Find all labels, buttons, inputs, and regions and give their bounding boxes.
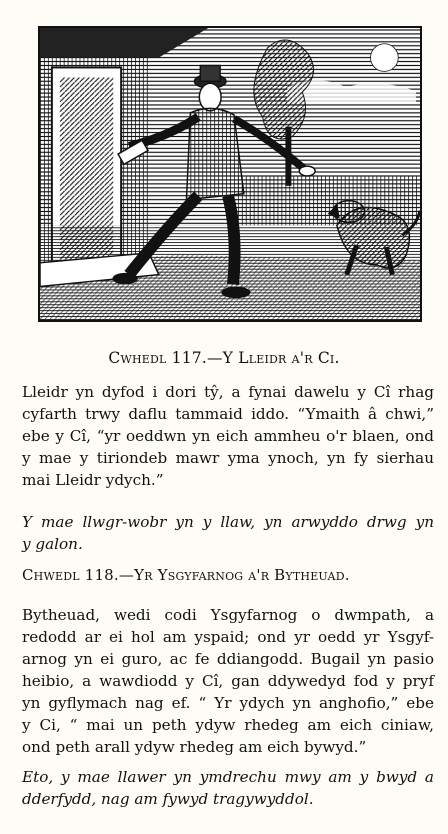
text-line: mai Lleidr ydych.” <box>22 471 164 489</box>
fable-118-heading <box>22 566 442 584</box>
fable-117-heading <box>0 349 448 367</box>
woodcut-thief-and-dog-icon <box>40 28 420 320</box>
text-line: ebe y Cî, “yr oeddwn yn eich ammheu o'r blaen, ond <box>22 427 434 445</box>
text-line: heibio, a wawdiodd y Cî, gan ddywedyd fod y pryf <box>22 672 434 690</box>
text-line: y mae y tiriondeb mawr yma ynoch, yn fy sierhau <box>22 449 434 467</box>
text-line: Lleidr yn dyfod i dori tŷ, a fynai dawelu y Cî rhag <box>22 383 434 401</box>
fable-118-heading-title: Yr Ysgyfarnog a'r Bytheuad. <box>134 566 350 584</box>
moral-line: dderfydd, nag am fywyd tragywyddol. <box>22 790 314 808</box>
woodcut-illustration <box>38 26 422 322</box>
text-line: arnog yn ei guro, ac fe ddiangodd. Bugail yn pasio <box>22 650 434 668</box>
text-line: cyfarth trwy daflu tammaid iddo. “Ymaith â chwi,” <box>22 405 434 423</box>
moral-line: Y mae llwgr-wobr yn y llaw, yn arwyddo drwg yn <box>22 513 434 531</box>
text-line: ond peth arall ydyw rhedeg am eich bywyd.” <box>22 738 367 756</box>
text-line: Bytheuad, wedi codi Ysgyfarnog o dwmpath, a <box>22 606 434 624</box>
fable-118-heading-prefix: Chwedl 118.— <box>22 566 135 584</box>
fable-117-moral <box>22 511 434 555</box>
text-line: redodd ar ei hol am yspaid; ond yr oedd yr Ysgyf- <box>22 628 434 646</box>
text-line: y Ci, “ mai un peth ydyw rhedeg am eich ciniaw, <box>22 716 434 734</box>
fable-117-text <box>22 381 434 491</box>
text-line: yn gyflymach nag ef. “ Yr ydych yn anghofio,” ebe <box>22 694 434 712</box>
fable-117-heading-prefix: Cwhedl 117.—Y <box>108 349 239 367</box>
moral-line: Eto, y mae llawer yn ymdrechu mwy am y bwyd a <box>22 768 434 786</box>
moral-line: y galon. <box>22 535 83 553</box>
fable-118-text <box>22 604 434 758</box>
fable-117-heading-title: Lleidr a'r Ci. <box>238 349 340 367</box>
fable-118-moral <box>22 766 434 810</box>
